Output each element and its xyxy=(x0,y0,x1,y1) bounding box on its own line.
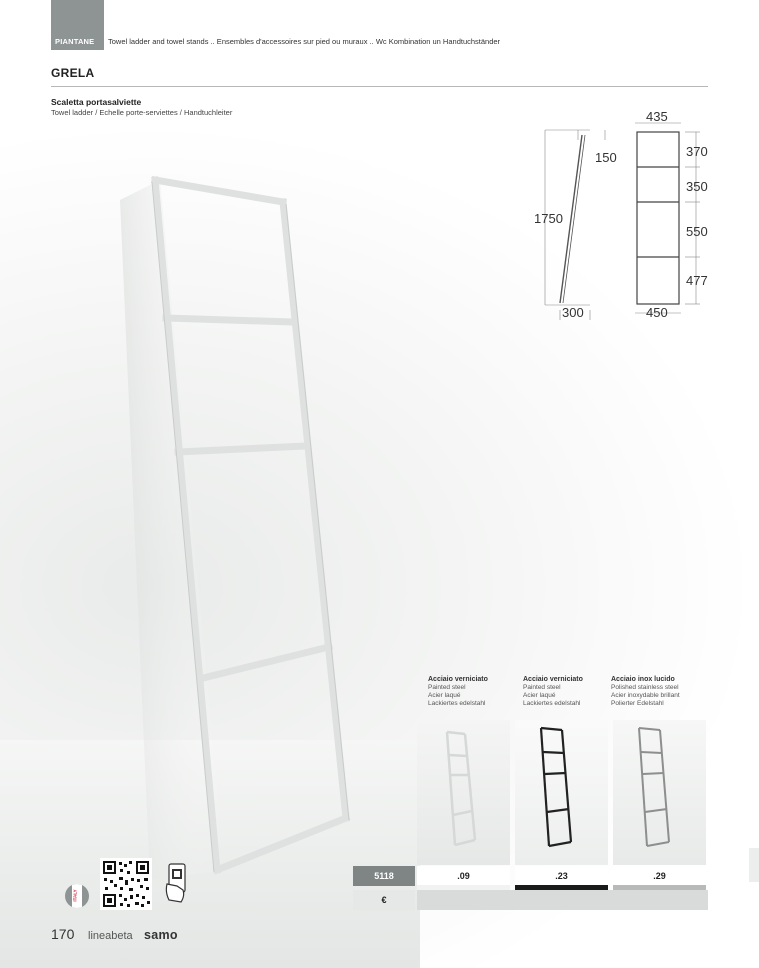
product-name: GRELA xyxy=(51,66,95,80)
finish-fr: Acier laqué xyxy=(428,692,461,699)
finish-en: Painted steel xyxy=(523,684,561,691)
finish-de: Lackiertes edelstahl xyxy=(523,700,581,707)
finish-info-2 xyxy=(523,676,583,708)
price-row xyxy=(417,890,708,910)
dim-top-depth: 150 xyxy=(595,150,617,165)
variant-color-bar-1 xyxy=(417,885,510,890)
product-description: Towel ladder / Echelle porte-serviettes / Handtuchleiter xyxy=(51,108,233,117)
variant-code-2: .23 xyxy=(515,866,608,886)
finish-en: Painted steel xyxy=(428,684,466,691)
finish-fr: Acier inoxydable brillant xyxy=(611,692,680,699)
finish-en: Polished stainless steel xyxy=(611,684,679,691)
variant-code-3: .29 xyxy=(613,866,706,886)
page-number: 170 xyxy=(51,926,75,942)
currency-label: € xyxy=(353,890,415,910)
finish-name: Acciaio inox lucido xyxy=(611,676,675,683)
finish-name: Acciaio verniciato xyxy=(428,676,488,683)
variant-color-bar-2 xyxy=(515,885,608,890)
dim-top-width: 435 xyxy=(646,109,668,124)
finish-info-1 xyxy=(428,676,488,708)
category-title: Towel ladder and towel stands .. Ensembles d'accessoires sur pied ou muraux .. Wc Kombination un Handtuchständer xyxy=(108,37,501,46)
finish-fr: Acier laqué xyxy=(523,692,556,699)
product-code: 5118 xyxy=(353,866,415,886)
finish-info-3 xyxy=(611,676,680,708)
phone-scan-icon xyxy=(163,862,191,906)
dim-gap4: 477 xyxy=(686,273,708,288)
thumbnail-steel-ladder xyxy=(613,720,706,865)
dim-gap2: 350 xyxy=(686,179,708,194)
finish-name: Acciaio verniciato xyxy=(523,676,583,683)
dimension-drawing xyxy=(520,105,720,330)
qr-code-icon[interactable] xyxy=(100,858,152,910)
dim-base-width: 450 xyxy=(646,305,668,320)
brand-lineabeta: lineabeta xyxy=(88,930,133,942)
dim-gap1: 370 xyxy=(686,144,708,159)
dim-gap3: 550 xyxy=(686,224,708,239)
category-badge-label: PIANTANE xyxy=(55,37,95,46)
product-subtitle: Scaletta portasalviette xyxy=(51,97,142,107)
variant-color-bar-3 xyxy=(613,885,706,890)
finish-de: Polierter Edelstahl xyxy=(611,700,664,707)
page-edge-tab xyxy=(749,848,759,882)
dim-base-depth: 300 xyxy=(562,305,584,320)
thumbnail-black-ladder xyxy=(515,720,608,865)
italy-badge-label: ITALY xyxy=(72,889,78,902)
thumbnail-white-ladder xyxy=(417,720,510,865)
brand-samo: samo xyxy=(144,928,178,942)
dim-height: 1750 xyxy=(534,211,563,226)
variant-code-1: .09 xyxy=(417,866,510,886)
italy-badge xyxy=(65,884,89,908)
finish-de: Lackiertes edelstahl xyxy=(428,700,486,707)
